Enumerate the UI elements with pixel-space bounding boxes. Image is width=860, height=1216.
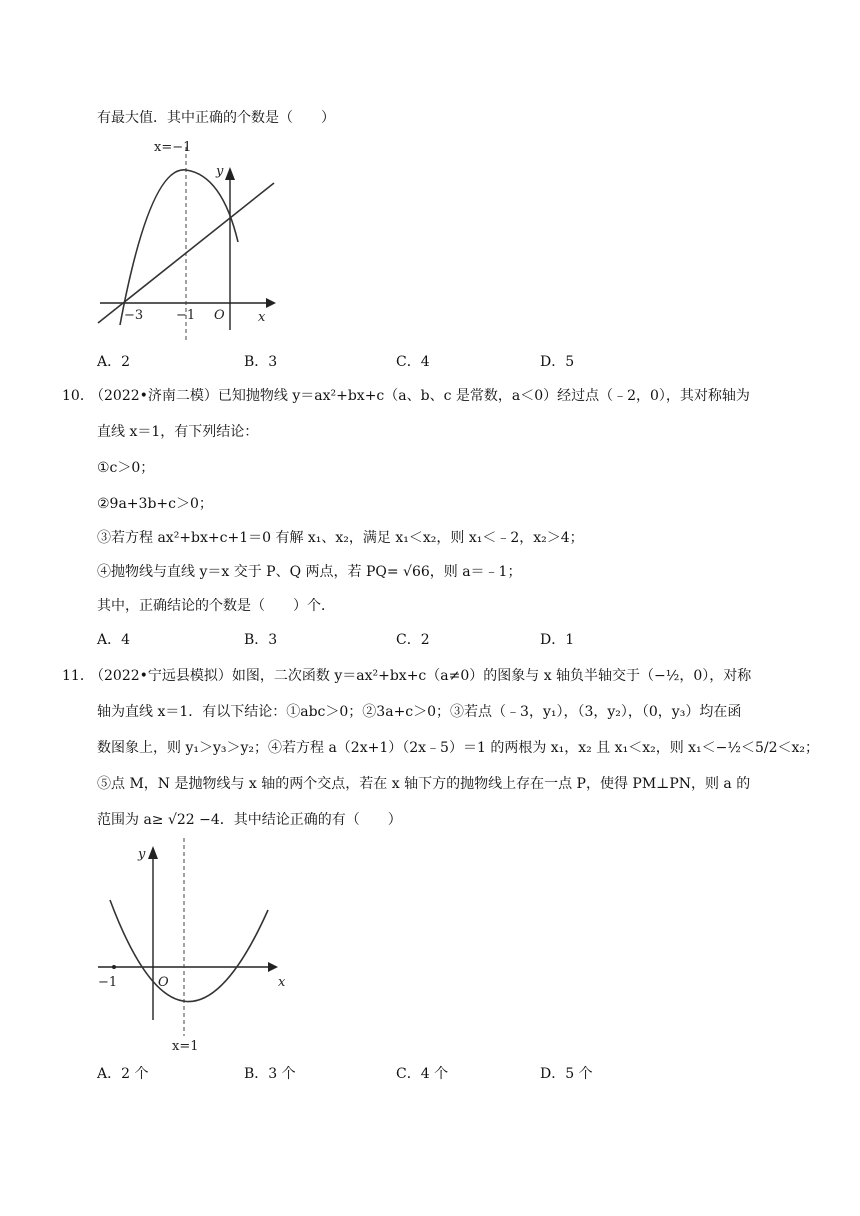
q11-line-2: 轴为直线 x＝1．有以下结论：①abc＞0；②3a+c＞0；③若点（﹣3，y₁），（3，y₂），（0，y₃）均在函 — [97, 704, 742, 720]
q11-line-5: 范围为 a≥ √22 −4．其中结论正确的有（ ） — [97, 812, 402, 828]
q11-option-c: C．4 个 — [396, 1066, 449, 1082]
q11-figure — [92, 828, 302, 1058]
q10-statement-3: ③若方程 ax²+bx+c+1＝0 有解 x₁、x₂，满足 x₁＜x₂，则 x₁＜﹣2，x₂＞4； — [97, 530, 584, 546]
q10-statement-1: ①c＞0； — [97, 460, 155, 476]
q11-y-label: y — [138, 847, 146, 862]
q9-sym-label: x=−1 — [154, 140, 192, 155]
q11-line-4: ⑤点 M，N 是抛物线与 x 轴的两个交点，若在 x 轴下方的抛物线上存在一点 P，使得 PM⊥PN，则 a 的 — [97, 776, 751, 792]
q11-sym-label: x=1 — [172, 1039, 199, 1054]
q11-option-d: D．5 个 — [540, 1066, 593, 1082]
q10-option-c: C．2 — [396, 632, 430, 648]
q11-parabola — [110, 900, 268, 1002]
q9-parabola — [120, 170, 238, 325]
q9-y-label: y — [216, 164, 224, 179]
q9-option-c: C．4 — [396, 354, 430, 370]
q9-x-label: x — [258, 310, 266, 325]
q9-option-d: D．5 — [540, 354, 575, 370]
q10-line-1: （2022•济南二模）已知抛物线 y＝ax²+bx+c（a、b、c 是常数，a＜0）经过点（﹣2，0），其对称轴为 — [90, 388, 750, 404]
q11-x-label: x — [278, 975, 286, 990]
q10-option-a: A．4 — [97, 632, 131, 648]
q9-option-a: A．2 — [97, 354, 131, 370]
q10-option-d: D．1 — [540, 632, 575, 648]
q9-question-tail: 有最大值．其中正确的个数是（ ） — [97, 110, 335, 126]
q11-number: 11． — [62, 668, 94, 684]
q11-tick-m1: −1 — [98, 975, 118, 990]
q10-statement-2: ②9a+3b+c＞0； — [97, 496, 213, 512]
q10-statement-4: ④抛物线与直线 y＝x 交于 P、Q 两点，若 PQ= √66，则 a＝﹣1； — [97, 564, 522, 580]
q11-line-3: 数图象上，则 y₁＞y₃＞y₂；④若方程 a（2x+1）（2x﹣5）＝1 的两根为 x₁，x₂ 且 x₁＜x₂，则 x₁＜−½＜5/2＜x₂； — [97, 740, 819, 756]
q11-option-b: B．3 个 — [244, 1066, 296, 1082]
q9-origin-label: O — [214, 308, 225, 323]
q10-line-2: 直线 x＝1，有下列结论： — [97, 424, 259, 440]
q9-tick-m3: −3 — [124, 308, 144, 323]
q11-point-m1 — [112, 965, 116, 969]
q10-option-b: B．3 — [244, 632, 278, 648]
q11-origin-label: O — [158, 975, 169, 990]
q10-number: 10． — [62, 388, 94, 404]
q10-question: 其中，正确结论的个数是（ ）个． — [97, 598, 335, 614]
q11-option-a: A．2 个 — [97, 1066, 149, 1082]
q11-line-1: （2022•宁远县模拟）如图，二次函数 y＝ax²+bx+c（a≠0）的图象与 x 轴负半轴交于（−½，0），对称 — [90, 668, 752, 684]
q9-option-b: B．3 — [244, 354, 278, 370]
q9-tick-m1: −1 — [176, 308, 196, 323]
q9-figure — [90, 135, 290, 365]
